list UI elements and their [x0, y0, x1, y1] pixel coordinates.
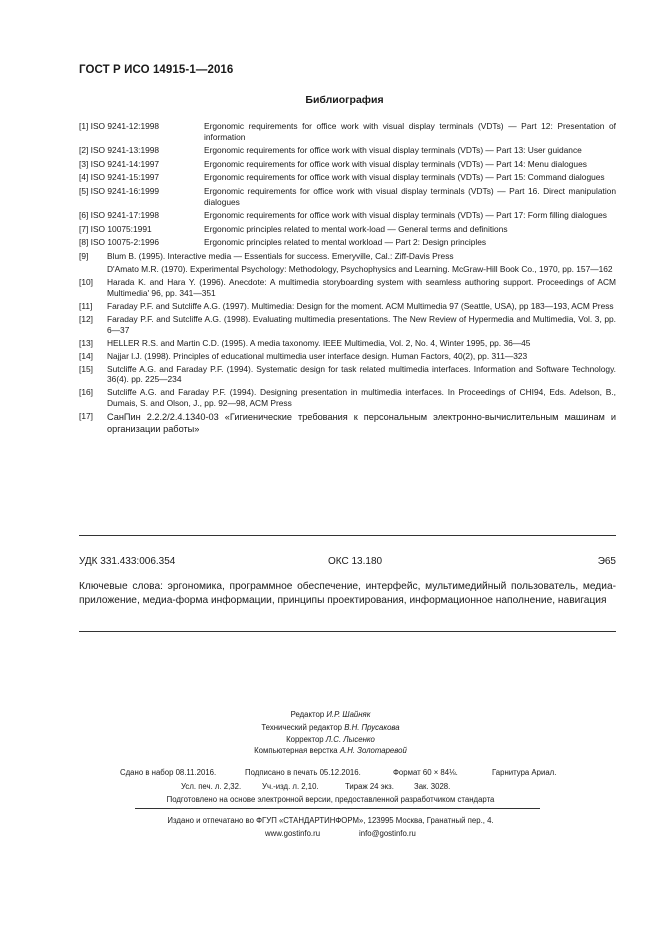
bib-text: Ergonomic requirements for office work with visual display terminals (VDTs) — Part 14: Menu dialogues [204, 158, 587, 169]
reference-entry [79, 301, 616, 312]
paper-format: Формат 60 × 84⅛. [393, 768, 458, 777]
bib-number: [3] ISO 9241-14:1997 [79, 158, 160, 169]
reference-entry [79, 277, 616, 298]
email-link[interactable]: info@gostinfo.ru [359, 829, 416, 838]
reference-entry [79, 387, 616, 408]
bib-text: Ergonomic requirements for office work with visual display terminals (VDTs) — Part 16. Direct manipulation dialogues [204, 185, 616, 207]
tech-editor-label: Технический редактор [261, 723, 343, 732]
bib-text: Ergonomic requirements for office work with visual display terminals (VDTs) — Part 12: Presentation of information [204, 121, 616, 142]
ref-text: Faraday P.F. and Sutcliffe A.G. (1998). Evaluating multimedia presentations. The New Review of Hypermedia and Multimedia, Vol. 3, pp. 6—37 [107, 313, 616, 335]
ref-number: [11] [79, 300, 93, 311]
reference-entry [79, 351, 616, 362]
publisher-line: Издано и отпечатано во ФГУП «СТАНДАРТИНФОРМ», 123995 Москва, Гранатный пер., 4. [167, 816, 494, 825]
font-name: Гарнитура Ариал. [492, 768, 557, 777]
bib-entry [79, 172, 616, 183]
bibliography-title: Библиография [305, 94, 384, 106]
bib-text: Ergonomic requirements for office work with visual display terminals (VDTs) — Part 15: Command dialogues [204, 172, 605, 183]
divider-rule [79, 631, 616, 632]
ref-number: [10] [79, 277, 93, 288]
reference-entry [79, 364, 616, 385]
ref-number [79, 264, 107, 275]
bib-number: [5] ISO 9241-16:1999 [79, 185, 160, 196]
standard-header: ГОСТ Р ИСО 14915-1—2016 [79, 64, 234, 76]
layout-name: А.Н. Золотаревой [339, 746, 407, 755]
bib-number: [6] ISO 9241-17:1998 [79, 210, 160, 221]
website-link[interactable]: www.gostinfo.ru [265, 829, 321, 838]
publishing-sheets: Уч.-изд. л. 2,10. [262, 782, 319, 791]
ref-number: [12] [79, 313, 93, 324]
bibliography-list [79, 121, 616, 438]
divider-rule [135, 808, 540, 809]
imprint-tech-editor [0, 723, 661, 732]
ref-text: Harada K. and Hara Y. (1996). Anecdote: A multimedia storyboarding system with seamless authoring support. Proceedings of ACM Multimedia' 96, pp. 341—351 [107, 277, 616, 298]
reference-entry [79, 338, 616, 349]
corrector-name: Л.С. Лысенко [325, 735, 375, 744]
oks-code: ОКС 13.180 [328, 556, 383, 567]
divider-rule [79, 535, 616, 536]
imprint-editor [0, 710, 661, 719]
bib-entry [79, 145, 616, 156]
bib-text: Ergonomic principles related to mental work-load — General terms and definitions [204, 223, 508, 234]
bib-entry [79, 159, 616, 170]
circulation: Тираж 24 экз. [345, 782, 394, 791]
ref-text: СанПин 2.2.2/2.4.1340-03 «Гигиенические требования к персональным электронно-вычислительным машинам и организации работы» [107, 412, 616, 435]
ref-number: [9] [79, 250, 89, 261]
ref-number: [15] [79, 363, 93, 374]
order-number: Зак. 3028. [414, 782, 451, 791]
corrector-label: Корректор [286, 735, 324, 744]
udk-code: УДК 331.433:006.354 [79, 556, 176, 567]
bib-number: [1] ISO 9241-12:1998 [79, 121, 160, 131]
ref-text: Blum B. (1995). Interactive media — Essentials for success. Emeryville, Cal.: Ziff-Davis Press [107, 250, 454, 261]
ref-text: Sutcliffe A.G. and Faraday P.F. (1994). Designing presentation in multimedia interfaces. In Proceedings of CHI94, Eds. Adelson, B., Dumais, S. and Olson, J., pp. 92—98, ACM Press [107, 387, 616, 409]
submitted-date: Сдано в набор 08.11.2016. [120, 768, 217, 777]
bib-number: [7] ISO 10075:1991 [79, 223, 152, 234]
bib-number: [4] ISO 9241-15:1997 [79, 172, 160, 183]
bib-number: [2] ISO 9241-13:1998 [79, 145, 160, 156]
bib-entry [79, 210, 616, 221]
bib-text: Ergonomic requirements for office work with visual display terminals (VDTs) — Part 17: Form filling dialogues [204, 210, 607, 221]
ref-text: HELLER R.S. and Martin C.D. (1995). A media taxonomy. IEEE Multimedia, Vol. 2, No. 4, Winter 1995, pp. 36—45 [107, 337, 531, 348]
bib-text: Ergonomic requirements for office work with visual display terminals (VDTs) — Part 13: User guidance [204, 145, 582, 156]
reference-entry [79, 314, 616, 335]
imprint-layout [0, 746, 661, 755]
ref-text: Faraday P.F. and Sutcliffe A.G. (1997). Multimedia: Design for the moment. ACM Multimedia 97 (Seattle, USA), pp 183—193, ACM Press [107, 300, 614, 311]
ref-number: [16] [79, 387, 93, 398]
prepared-note: Подготовлено на основе электронной версии, предоставленной разработчиком стандарта [166, 795, 495, 804]
reference-entry [79, 264, 616, 275]
bib-number: [8] ISO 10075-2:1996 [79, 237, 160, 248]
category-code: Э65 [597, 556, 616, 567]
bib-text: Ergonomic principles related to mental workload — Part 2: Design principles [204, 237, 487, 248]
imprint-corrector [0, 735, 661, 744]
bib-entry [79, 121, 616, 142]
bib-entry [79, 186, 616, 207]
signed-date: Подписано в печать 05.12.2016. [245, 768, 361, 777]
reference-entry [79, 251, 616, 262]
ref-number: [13] [79, 337, 93, 348]
ref-number: [17] [79, 411, 93, 422]
editor-label: Редактор [290, 710, 325, 719]
ref-text: Najjar l.J. (1998). Principles of educational multimedia user interface design. Human Factors, 40(2), pp. 311—323 [107, 350, 528, 361]
bib-entry [79, 224, 616, 235]
layout-label: Компьютерная верстка [254, 746, 338, 755]
keywords: Ключевые слова: эргономика, программное обеспечение, интерфейс, мультимедийный пользователь, медиа-приложение, медиа-форма информации, принципы проектирования, информационное наполнение, навигация [79, 581, 616, 606]
ref-text: Sutcliffe A.G. and Faraday P.F. (1994). Systematic design for task related multimedia interfaces. Information and Software Technology. 36(4). pp. 225—234 [107, 363, 616, 385]
editor-name: И.Р. Шайняк [326, 710, 371, 719]
ref-number: [14] [79, 350, 93, 361]
reference-entry [79, 411, 616, 435]
tech-editor-name: В.Н. Прусакова [344, 723, 400, 732]
bib-entry [79, 237, 616, 248]
ref-text: D'Amato M.R. (1970). Experimental Psychology: Methodology, Psychophysics and Learning. McGraw-Hill Book Co., 1970, pp. 157—162 [107, 264, 613, 275]
print-sheets: Усл. печ. л. 2,32. [181, 782, 242, 791]
